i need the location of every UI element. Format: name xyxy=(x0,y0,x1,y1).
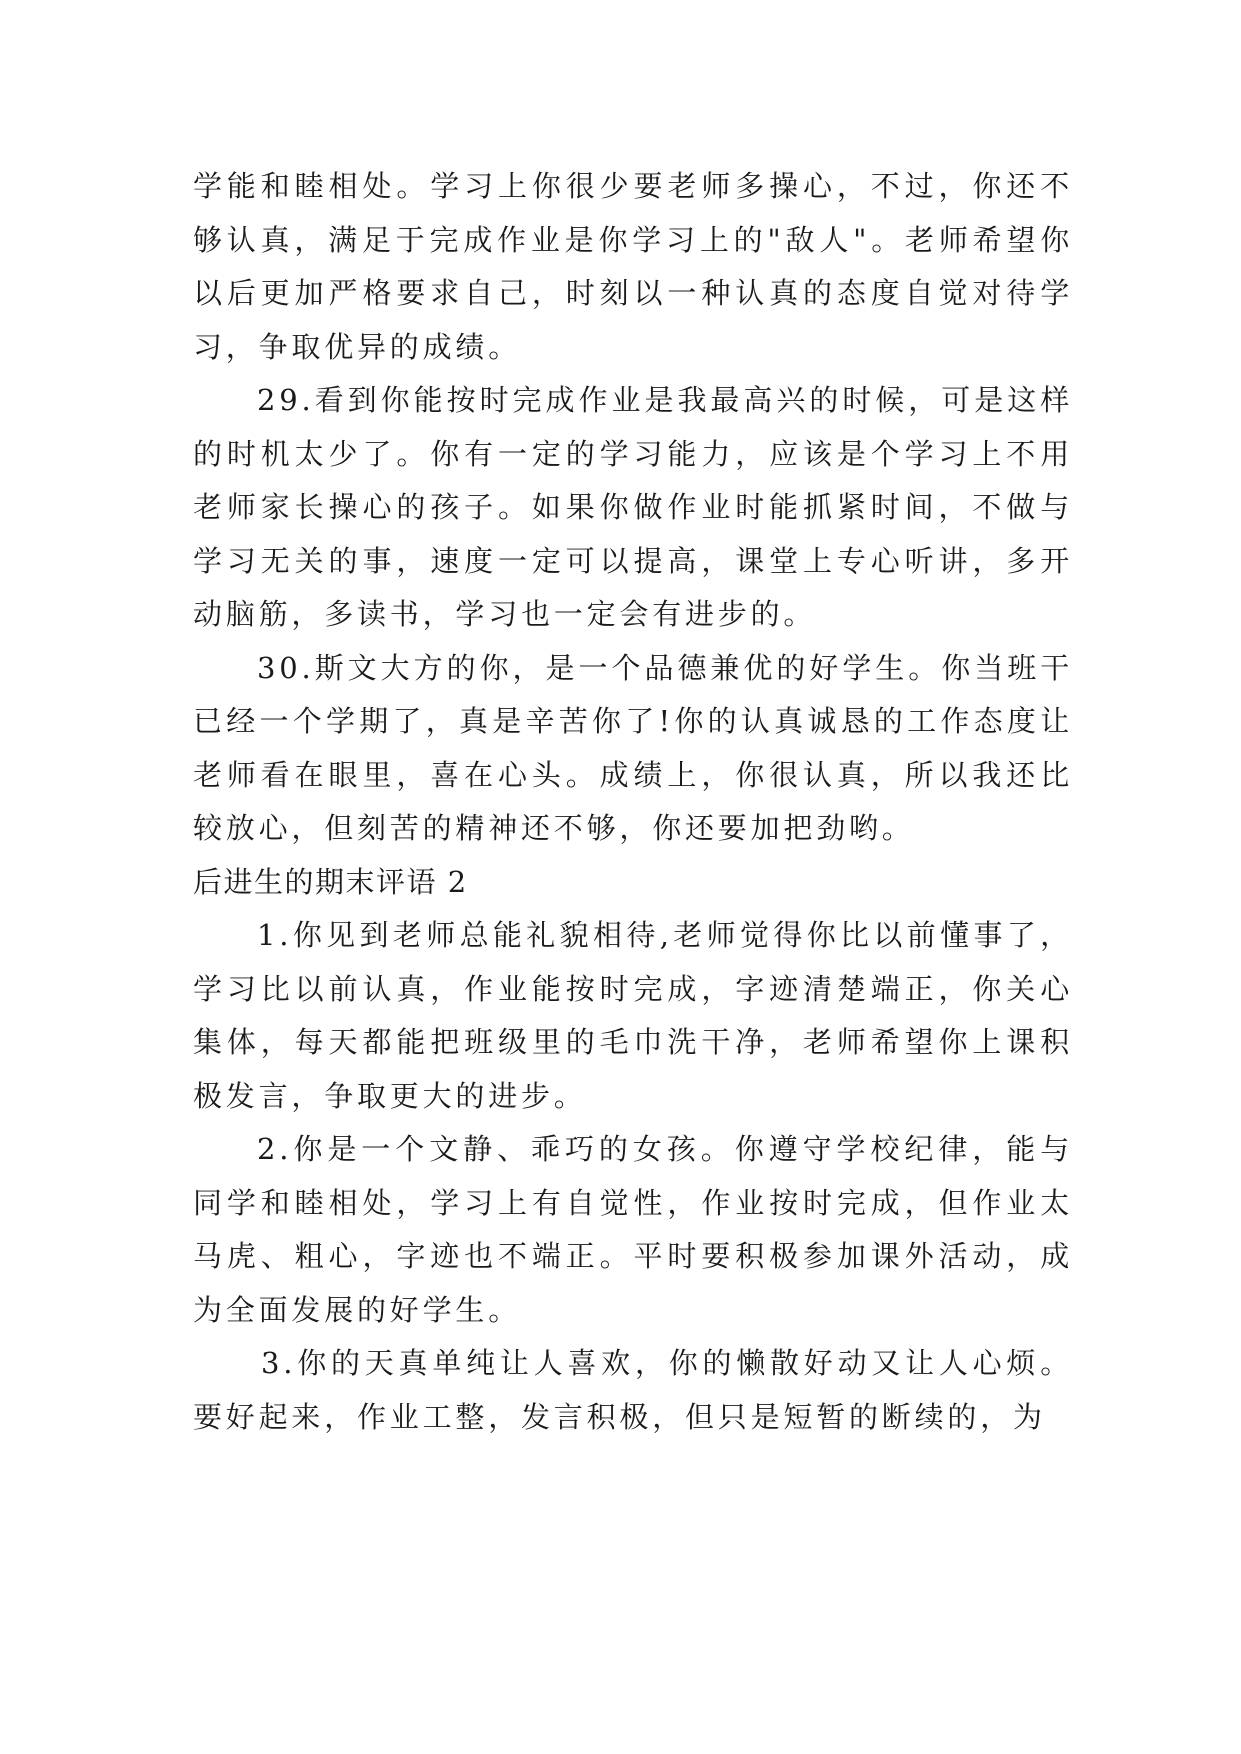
section-heading: 后进生的期末评语 2 xyxy=(193,864,468,899)
paragraph-item-29: 29.看到你能按时完成作业是我最高兴的时候，可是这样的时机太少了。你有一定的学习能力，应该是个学习上不用老师家长操心的孩子。如果你做作业时能抓紧时间，不做与学习无关的事，速度一定可以提高，课堂上专心听讲，多开动脑筋，多读书，学习也一定会有进步的。 xyxy=(193,383,1073,631)
paragraph-item-1: 1.你见到老师总能礼貌相待,老师觉得你比以前懂事了，学习比以前认真，作业能按时完成，字迹清楚端正，你关心集体，每天都能把班级里的毛巾洗干净，老师希望你上课积极发言，争取更大的进步。 xyxy=(193,918,1073,1113)
document-body xyxy=(193,160,1073,1444)
paragraph-continued: 学能和睦相处。学习上你很少要老师多操心，不过，你还不够认真，满足于完成作业是你学习上的"敌人"。老师希望你以后更加严格要求自己，时刻以一种认真的态度自觉对待学习，争取优异的成绩。 xyxy=(193,169,1073,364)
paragraph-item-2: 2.你是一个文静、乖巧的女孩。你遵守学校纪律，能与同学和睦相处，学习上有自觉性，作业按时完成，但作业太马虎、粗心，字迹也不端正。平时要积极参加课外活动，成为全面发展的好学生。 xyxy=(193,1132,1073,1327)
paragraph-item-30: 30.斯文大方的你，是一个品德兼优的好学生。你当班干已经一个学期了，真是辛苦你了!你的认真诚恳的工作态度让老师看在眼里，喜在心头。成绩上，你很认真，所以我还比较放心，但刻苦的精神还不够，你还要加把劲哟。 xyxy=(193,650,1073,845)
paragraph-item-3: 3.你的天真单纯让人喜欢，你的懒散好动又让人心烦。要好起来，作业工整，发言积极，但只是短暂的断续的，为 xyxy=(193,1346,1073,1434)
